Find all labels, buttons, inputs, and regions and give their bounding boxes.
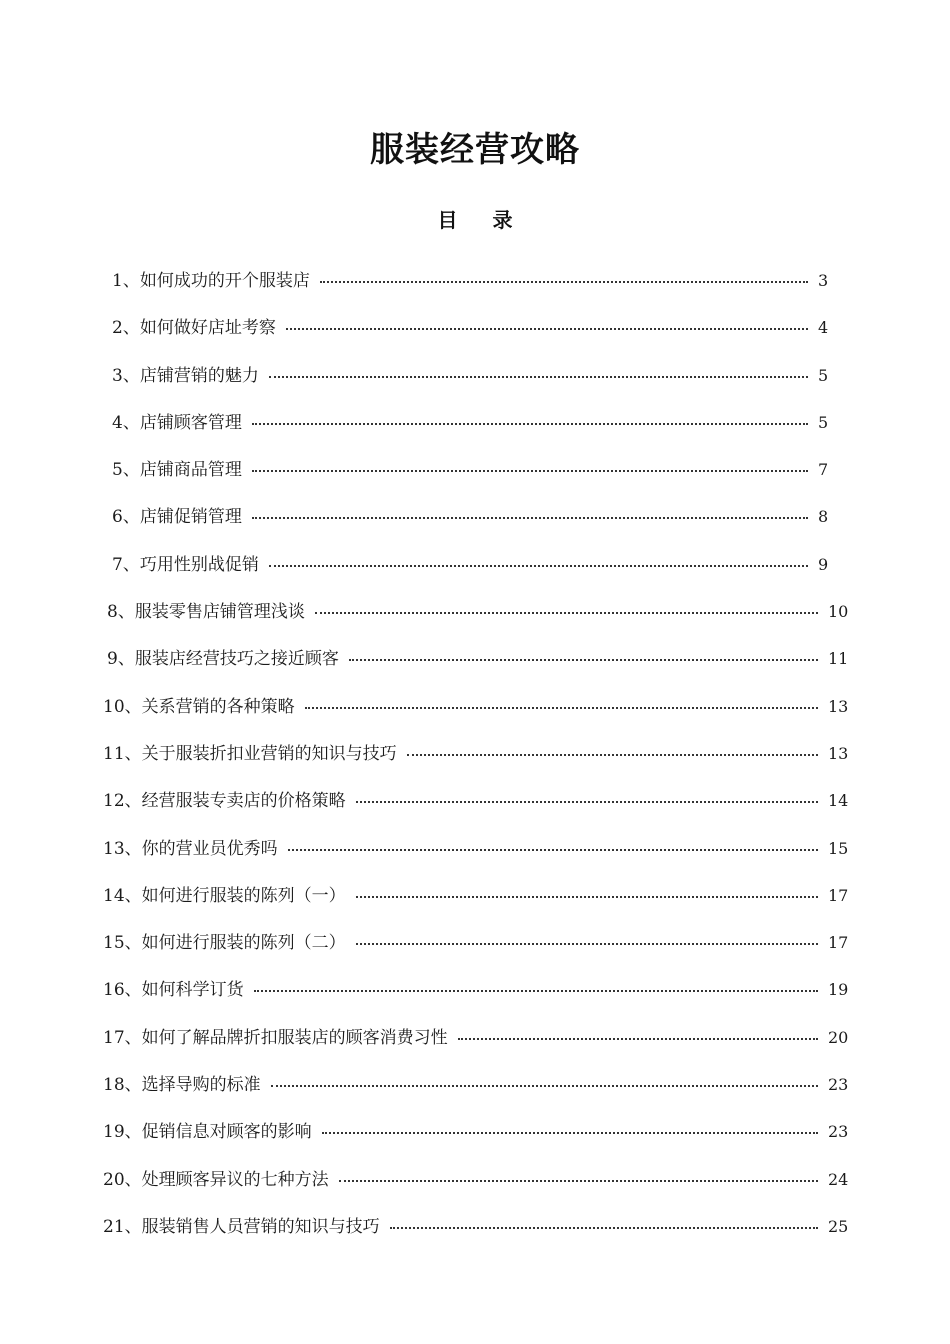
toc-entry[interactable] xyxy=(0,266,950,313)
toc-leader-dots xyxy=(356,928,818,958)
toc-entry-title: 11、关于服装折扣业营销的知识与技巧 xyxy=(103,743,397,764)
toc-entry[interactable] xyxy=(0,786,950,833)
toc-entry-title: 14、如何进行服装的陈列（一） xyxy=(103,885,346,906)
toc-leader-dots xyxy=(322,1117,818,1147)
table-of-contents xyxy=(0,266,950,1259)
toc-entry-page: 15 xyxy=(828,838,849,858)
toc-entry[interactable] xyxy=(0,928,950,975)
toc-entry-title: 1、如何成功的开个服装店 xyxy=(112,271,310,291)
toc-entry[interactable] xyxy=(0,502,950,549)
toc-entry-title: 2、如何做好店址考察 xyxy=(112,318,276,339)
toc-entry-page: 5 xyxy=(818,412,829,432)
toc-entry-page: 4 xyxy=(818,318,829,338)
toc-leader-dots xyxy=(390,1212,818,1242)
toc-entry[interactable] xyxy=(0,644,950,691)
toc-entry-title: 5、店铺商品管理 xyxy=(112,460,242,481)
toc-entry[interactable] xyxy=(0,1023,950,1070)
toc-entry-page: 23 xyxy=(828,1122,849,1142)
toc-entry-page: 7 xyxy=(818,460,829,480)
toc-leader-dots xyxy=(458,1023,818,1053)
toc-entry-title: 7、巧用性别战促销 xyxy=(112,554,259,575)
toc-entry-page: 19 xyxy=(828,980,849,1000)
toc-entry-title: 12、经营服装专卖店的价格策略 xyxy=(103,791,346,812)
toc-leader-dots xyxy=(349,644,818,674)
toc-entry[interactable] xyxy=(0,1165,950,1212)
toc-entry-title: 21、服装销售人员营销的知识与技巧 xyxy=(103,1216,380,1237)
toc-entry[interactable] xyxy=(0,550,950,597)
toc-heading: 目 录 xyxy=(437,208,527,232)
toc-entry-title: 18、选择导购的标准 xyxy=(103,1075,261,1096)
toc-leader-dots xyxy=(305,692,818,722)
toc-entry[interactable] xyxy=(0,1070,950,1117)
toc-leader-dots xyxy=(288,834,818,864)
toc-entry[interactable] xyxy=(0,834,950,881)
toc-entry-page: 20 xyxy=(828,1027,849,1047)
toc-entry-page: 11 xyxy=(828,649,849,669)
toc-entry-page: 13 xyxy=(828,743,849,763)
toc-entry-title: 4、店铺顾客管理 xyxy=(112,412,242,433)
toc-leader-dots xyxy=(356,881,818,911)
toc-entry-title: 13、你的营业员优秀吗 xyxy=(103,838,278,859)
toc-entry-page: 9 xyxy=(818,554,829,574)
toc-entry-title: 8、服装零售店铺管理浅谈 xyxy=(107,602,305,623)
toc-entry-title: 15、如何进行服装的陈列（二） xyxy=(103,933,346,954)
toc-entry-title: 9、服装店经营技巧之接近顾客 xyxy=(107,649,339,670)
toc-entry-page: 3 xyxy=(818,271,829,290)
toc-entry[interactable] xyxy=(0,597,950,644)
document-title: 服装经营攻略 xyxy=(370,130,580,170)
toc-entry[interactable] xyxy=(0,313,950,360)
toc-entry-page: 10 xyxy=(828,602,849,622)
toc-entry[interactable] xyxy=(0,361,950,408)
toc-entry-page: 8 xyxy=(818,507,829,527)
toc-leader-dots xyxy=(269,550,808,580)
toc-leader-dots xyxy=(252,502,808,532)
toc-entry-page: 17 xyxy=(828,885,849,905)
toc-entry-title: 16、如何科学订货 xyxy=(103,980,244,1001)
toc-entry[interactable] xyxy=(0,455,950,502)
toc-leader-dots xyxy=(269,361,808,391)
toc-entry-page: 14 xyxy=(828,791,849,811)
toc-entry-title: 10、关系营销的各种策略 xyxy=(103,696,295,717)
toc-entry-title: 20、处理顾客异议的七种方法 xyxy=(103,1169,329,1190)
toc-entry-title: 3、店铺营销的魅力 xyxy=(112,365,259,386)
toc-entry[interactable] xyxy=(0,692,950,739)
toc-entry[interactable] xyxy=(0,975,950,1022)
toc-leader-dots xyxy=(254,975,818,1005)
toc-leader-dots xyxy=(315,597,818,627)
toc-entry[interactable] xyxy=(0,1212,950,1259)
toc-leader-dots xyxy=(356,786,818,816)
toc-leader-dots xyxy=(252,455,808,485)
toc-leader-dots xyxy=(286,313,808,343)
toc-leader-dots xyxy=(407,739,818,769)
toc-entry[interactable] xyxy=(0,1117,950,1164)
toc-leader-dots xyxy=(339,1165,818,1195)
toc-entry[interactable] xyxy=(0,881,950,928)
toc-entry-title: 19、促销信息对顾客的影响 xyxy=(103,1122,312,1143)
toc-entry[interactable] xyxy=(0,739,950,786)
toc-leader-dots xyxy=(252,408,808,438)
toc-entry-page: 24 xyxy=(828,1169,849,1189)
toc-entry-page: 13 xyxy=(828,696,849,716)
toc-entry-page: 25 xyxy=(828,1216,849,1236)
toc-entry-page: 23 xyxy=(828,1075,849,1095)
toc-entry-page: 17 xyxy=(828,933,849,953)
toc-leader-dots xyxy=(271,1070,818,1100)
toc-entry-title: 6、店铺促销管理 xyxy=(112,507,242,528)
toc-entry-page: 5 xyxy=(818,365,829,385)
toc-entry-title: 17、如何了解品牌折扣服装店的顾客消费习性 xyxy=(103,1027,448,1048)
toc-leader-dots xyxy=(320,266,808,296)
toc-entry[interactable] xyxy=(0,408,950,455)
